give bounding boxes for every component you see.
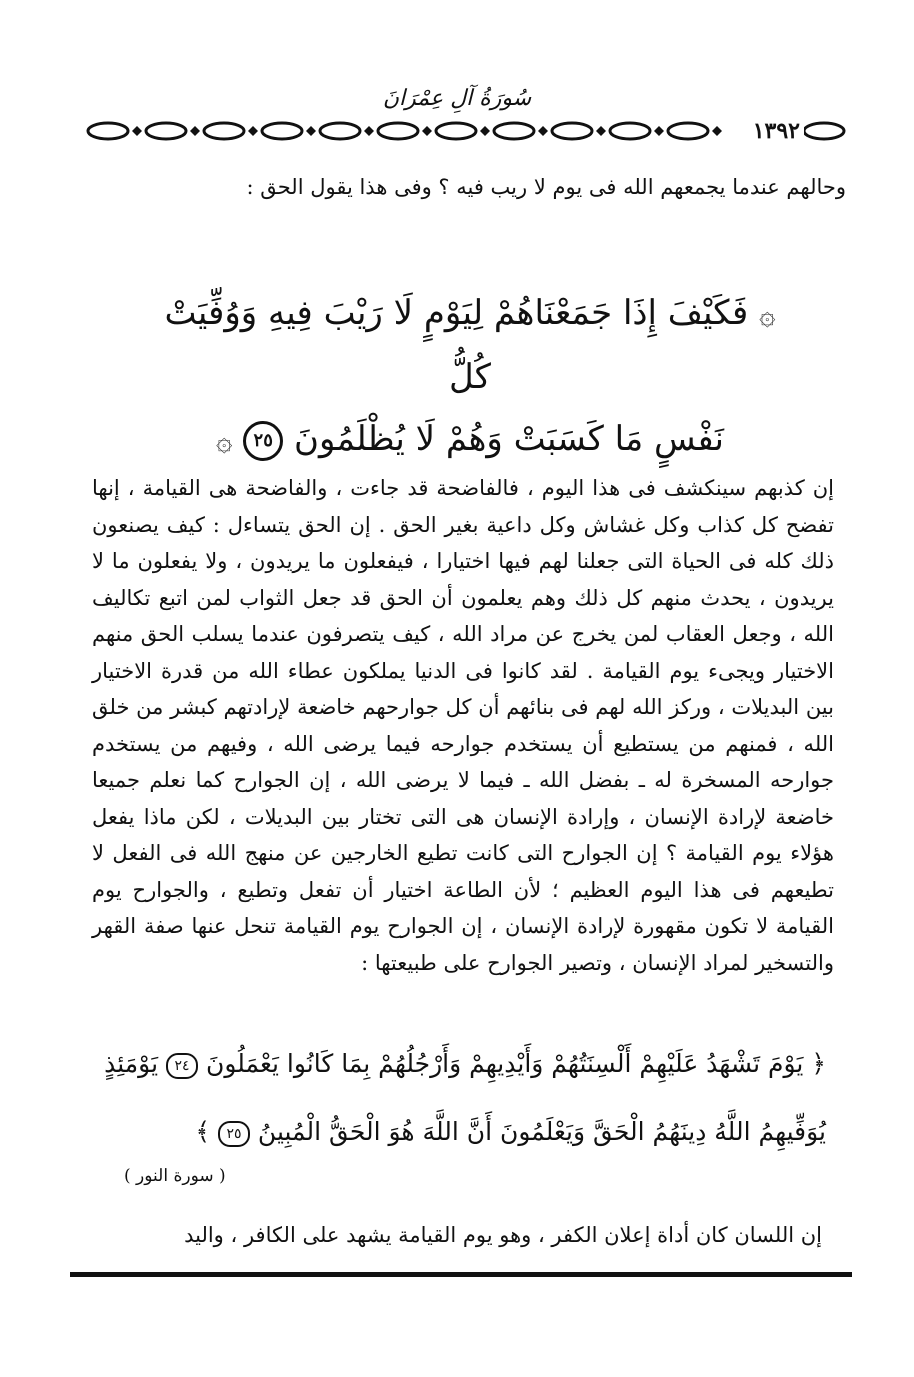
quran-verse-block-nur: [100, 1030, 826, 1166]
chain-ornament: [84, 114, 856, 148]
surah-title: سُورَةُ آلِ عِمْرَانَ: [382, 86, 532, 111]
page-number: ١٣٩٢: [749, 114, 804, 148]
verse-open-ornament-icon: ۞: [759, 298, 776, 331]
verse-line: [150, 282, 790, 408]
intro-line: وحالهم عندما يجمعهم الله فى يوم لا ريب فيه ؟ وفى هذا يقول الحق :: [246, 175, 846, 199]
verse-close-ornament-icon: ۞: [216, 424, 233, 457]
quran-verse-block: [150, 282, 790, 472]
verse-text: يَوْمَ تَشْهَدُ عَلَيْهِمْ أَلْسِنَتُهُمْ وَأَيْدِيهِمْ وَأَرْجُلُهُمْ بِمَا كَانُوا يَعْمَلُونَ: [205, 1049, 804, 1078]
commentary-paragraph-continued: إن اللسان كان أداة إعلان الكفر ، وهو يوم القيامة يشهد على الكافر ، واليد: [184, 1223, 822, 1247]
commentary-paragraph: إن كذبهم سينكشف فى هذا اليوم ، فالفاضحة قد جاءت ، والفاضحة هى القيامة ، إنها تفضح كل كذاب وكل غشاش وكل داعية بغير الحق . إن الحق يتساءل : كيف يصنعون ذلك كله فى الحياة التى جعلنا لهم فيها اختيارا ، فيفعلون ما يريدون ، ولا يفعلون ما لا يريدون ، يحدث منهم كل ذلك وهم يعلمون أن الحق قد جعل الثواب لمن اتبع تكاليف الله ، وجعل العقاب لمن يخرج عن مراد الله ، كيف يتصرفون عندما يسلب الحق منهم الاختيار ويجىء يوم القيامة . لقد كانوا فى الدنيا يملكون عطاء الله من قدرة الاختيار بين البديلات ، وركز الله لهم فى بنائهم أن كل جوارحهم خاضعة لإرادتهم كبشر من خلق الله ، فمنهم من يستطيع أن يستخدم جوارحه فيما يرضى الله ، وفيهم من يستخدم جوارحه المسخرة له ـ بفضل الله ـ فيما لا يرضى الله ، إن الجوارح كما نعلم جميعا خاضعة لإرادة الإنسان ، وإرادة الإنسان هى التى تختار بين البديلات ، لكن ماذا يفعل هؤلاء يوم القيامة ؟ إن الجوارح التى كانت تطيع الخارجين عن منهج الله فى الفعل لا تطيعهم فى هذا اليوم العظيم ؛ لأن الطاعة اختيار أن تفعل وتطيع ، والجوارح يوم القيامة لا تكون مقهورة لإرادة الإنسان ، إن الجوارح يوم القيامة تنحل عنها صفة القهر والتسخير لمراد الإنسان ، وتصير الجوارح على طبيعتها :: [92, 476, 834, 975]
verse-line: [100, 1030, 826, 1098]
ayah-number-badge: ٢٥: [218, 1121, 250, 1147]
ayah-number-badge: ٢٤: [166, 1053, 198, 1079]
footer-divider: [70, 1272, 852, 1277]
verse-line: [100, 1098, 826, 1166]
verse-text: يَوْمَئِذٍ: [104, 1049, 159, 1078]
ornamental-header-border: [84, 114, 856, 148]
verse-text: نَفْسٍ مَا كَسَبَتْ وَهُمْ لَا يُظْلَمُونَ: [294, 419, 724, 459]
ayah-number-badge: ٢٥: [243, 421, 283, 461]
verse-close-bracket-icon: ﴾: [195, 1117, 211, 1146]
verse-line: [150, 408, 790, 472]
verse-text: فَكَيْفَ إِذَا جَمَعْنَاهُمْ لِيَوْمٍ لَا رَيْبَ فِيهِ وَوُفِّيَتْ كُلُّ: [164, 293, 749, 397]
surah-source-label: ( سورة النور ): [124, 1166, 226, 1186]
verse-open-bracket-icon: ﴿: [811, 1049, 826, 1078]
verse-text: يُوَفِّيهِمُ اللَّهُ دِينَهُمُ الْحَقَّ وَيَعْلَمُونَ أَنَّ اللَّهَ هُوَ الْحَقُّ الْمُبِينُ: [257, 1117, 826, 1146]
